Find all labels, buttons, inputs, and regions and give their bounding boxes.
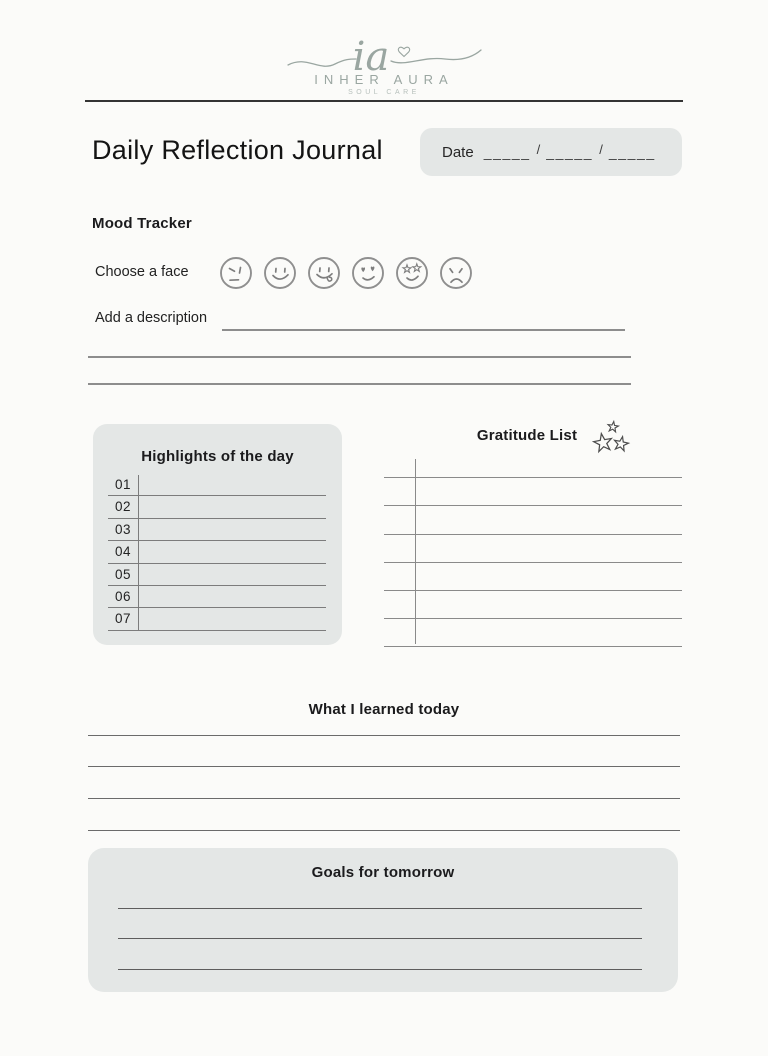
mood-face-tongue-out[interactable] — [307, 256, 341, 290]
learned-heading: What I learned today — [308, 701, 460, 718]
learned-lines — [88, 704, 680, 831]
date-separator: / — [599, 141, 603, 157]
page-title: Daily Reflection Journal — [92, 135, 383, 165]
highlight-row[interactable] — [108, 519, 326, 541]
highlights-list — [108, 474, 326, 631]
highlights-heading: Highlights of the day — [141, 448, 294, 465]
highlight-number: 06 — [115, 588, 132, 604]
mood-face-annoyed[interactable] — [219, 256, 253, 290]
brand-tagline: SOUL CARE — [348, 89, 420, 96]
mood-tracker-heading: Mood Tracker — [92, 215, 192, 232]
mood-face-sad[interactable] — [439, 256, 473, 290]
highlight-row[interactable] — [108, 474, 326, 496]
highlight-number: 02 — [115, 499, 132, 515]
highlight-number: 07 — [115, 611, 132, 627]
goals-lines — [118, 878, 642, 970]
heart-eyes-face-icon — [351, 256, 385, 290]
date-year-blank[interactable]: _____ — [608, 144, 656, 160]
mood-face-star-eyes[interactable] — [395, 256, 429, 290]
learned-line[interactable] — [88, 704, 680, 736]
gratitude-heading: Gratitude List — [476, 427, 578, 444]
brand-name: INHER AURA — [314, 72, 454, 87]
gratitude-line[interactable] — [384, 563, 682, 591]
highlights-divider-line — [138, 475, 139, 631]
description-line-1[interactable] — [222, 329, 625, 331]
mood-face-row — [219, 256, 473, 290]
goal-line[interactable] — [118, 909, 642, 940]
highlight-number: 04 — [115, 544, 132, 560]
gratitude-list — [384, 450, 682, 647]
description-line-3[interactable] — [88, 383, 631, 385]
description-label: Add a description — [95, 310, 208, 326]
highlight-row[interactable] — [108, 496, 326, 518]
choose-face-label: Choose a face — [95, 264, 189, 280]
tongue-out-face-icon — [307, 256, 341, 290]
learned-line[interactable] — [88, 799, 680, 831]
date-day-blank[interactable]: _____ — [546, 144, 594, 160]
date-month-blank[interactable]: _____ — [483, 144, 531, 160]
logo-monogram: ia — [352, 34, 390, 80]
gratitude-line[interactable] — [384, 478, 682, 506]
description-line-2[interactable] — [88, 356, 631, 358]
mood-face-heart-eyes[interactable] — [351, 256, 385, 290]
smiley-face-icon — [263, 256, 297, 290]
highlight-number: 01 — [115, 477, 132, 492]
highlight-row[interactable] — [108, 564, 326, 586]
star-eyes-face-icon — [395, 256, 429, 290]
gratitude-line[interactable] — [384, 506, 682, 534]
mood-face-smiley[interactable] — [263, 256, 297, 290]
goal-line[interactable] — [118, 939, 642, 970]
highlight-row[interactable] — [108, 541, 326, 563]
goals-heading: Goals for tomorrow — [311, 864, 455, 881]
highlight-number: 03 — [115, 521, 132, 537]
gratitude-line[interactable] — [384, 619, 682, 647]
date-label: Date — [442, 143, 474, 161]
heart-icon — [398, 47, 409, 56]
goal-line[interactable] — [118, 878, 642, 909]
learned-line[interactable] — [88, 736, 680, 768]
highlight-row[interactable] — [108, 586, 326, 608]
highlight-number: 05 — [115, 566, 132, 582]
date-separator: / — [536, 141, 541, 157]
header-rule — [85, 100, 683, 102]
sad-face-icon — [439, 256, 473, 290]
highlight-row[interactable] — [108, 608, 326, 630]
date-field[interactable] — [420, 128, 682, 176]
annoyed-face-icon — [219, 256, 253, 290]
gratitude-line[interactable] — [384, 450, 682, 478]
learned-line[interactable] — [88, 767, 680, 799]
gratitude-margin-line — [415, 459, 416, 644]
gratitude-line[interactable] — [384, 535, 682, 563]
gratitude-line[interactable] — [384, 591, 682, 619]
